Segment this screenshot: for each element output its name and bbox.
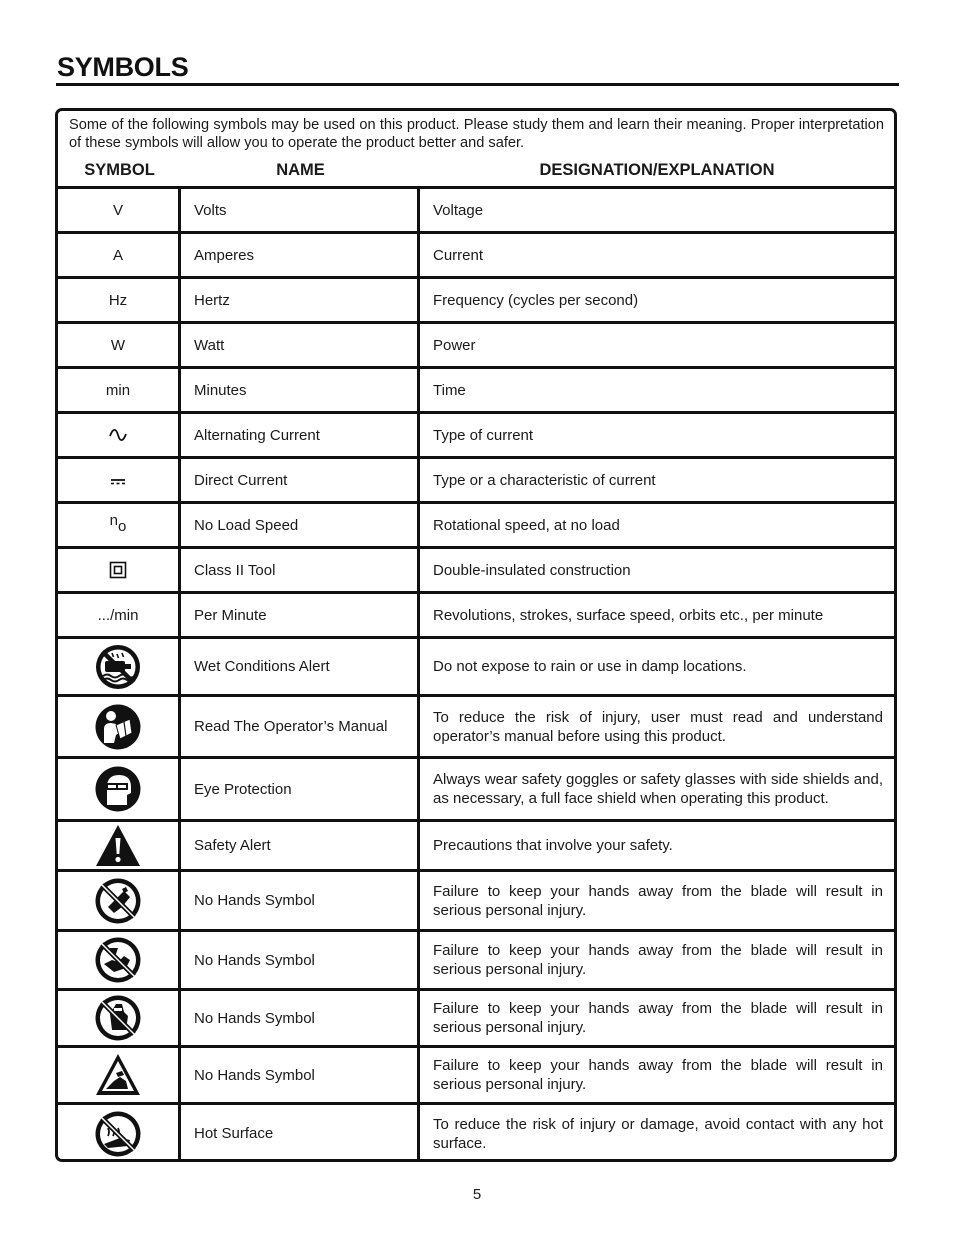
symbol-text: .../min xyxy=(97,606,139,624)
symbol-text: Hz xyxy=(108,291,128,309)
no-hands-triangle-icon xyxy=(94,1051,142,1099)
title-rule xyxy=(56,83,899,86)
safety-alert-icon xyxy=(94,822,142,870)
table-row xyxy=(58,869,894,929)
symbol-text: V xyxy=(112,201,123,219)
name-cell: Class II Tool xyxy=(181,549,420,591)
symbol-cell xyxy=(58,234,181,276)
name-cell: Hertz xyxy=(181,279,420,321)
table-row xyxy=(58,988,894,1045)
table-row xyxy=(58,1102,894,1162)
symbol-cell xyxy=(58,759,181,819)
symbol-text: min xyxy=(105,381,131,399)
symbol-cell xyxy=(58,1048,181,1102)
name-cell: Wet Conditions Alert xyxy=(181,639,420,694)
hot-surface-icon xyxy=(94,1110,142,1158)
name-cell: No Hands Symbol xyxy=(181,1048,420,1102)
explanation-cell: Frequency (cycles per second) xyxy=(433,291,639,309)
symbol-cell xyxy=(58,991,181,1045)
table-row xyxy=(58,456,894,501)
name-cell: Safety Alert xyxy=(181,822,420,869)
explanation-cell: Failure to keep your hands away from the blade will result in serious personal injury. xyxy=(433,942,883,978)
explanation-cell: Precautions that involve your safety. xyxy=(433,837,673,854)
direct-current-icon xyxy=(108,470,128,490)
name-cell: Watt xyxy=(181,324,420,366)
read-manual-icon xyxy=(94,703,142,751)
no-hands-icon xyxy=(94,936,142,984)
alternating-current-icon xyxy=(108,425,128,445)
explanation-cell: Always wear safety goggles or safety glasses with side shields and, as necessary, a full face shield when operating this product. xyxy=(433,771,883,807)
explanation-cell: Voltage xyxy=(433,201,484,219)
symbol-cell xyxy=(58,189,181,231)
symbol-text: W xyxy=(110,336,126,354)
table-row xyxy=(58,501,894,546)
explanation-cell: Current xyxy=(433,246,484,264)
explanation-cell: Failure to keep your hands away from the blade will result in serious personal injury. xyxy=(433,882,883,919)
symbol-cell xyxy=(58,414,181,456)
table-row xyxy=(58,694,894,756)
symbol-cell xyxy=(58,279,181,321)
symbol-cell xyxy=(58,1105,181,1162)
table-row xyxy=(58,276,894,321)
symbol-text: A xyxy=(112,246,123,264)
explanation-cell: Type or a characteristic of current xyxy=(433,471,656,489)
symbol-cell xyxy=(58,639,181,694)
table-row xyxy=(58,546,894,591)
symbol-cell xyxy=(58,872,181,929)
explanation-cell: To reduce the risk of injury or damage, avoid contact with any hot surface. xyxy=(433,1115,883,1152)
name-cell: Amperes xyxy=(181,234,420,276)
table-row xyxy=(58,636,894,694)
table-row xyxy=(58,1045,894,1102)
table-row xyxy=(58,819,894,869)
explanation-cell: Revolutions, strokes, surface speed, orbits etc., per minute xyxy=(433,606,824,624)
table-row xyxy=(58,411,894,456)
no-load-speed-symbol: no xyxy=(109,511,127,535)
name-cell: Eye Protection xyxy=(181,759,420,819)
page-title: SYMBOLS xyxy=(57,52,189,82)
name-cell: No Hands Symbol xyxy=(181,991,420,1045)
symbol-cell xyxy=(58,549,181,591)
class-ii-tool-icon xyxy=(108,560,128,580)
name-cell: Hot Surface xyxy=(181,1105,420,1162)
symbol-cell xyxy=(58,324,181,366)
explanation-cell: Rotational speed, at no load xyxy=(433,516,620,534)
page-number: 5 xyxy=(472,1186,482,1203)
explanation-cell: Type of current xyxy=(433,426,534,444)
table-row xyxy=(58,591,894,636)
explanation-cell: To reduce the risk of injury, user must read and understand operator’s manual before using this product. xyxy=(433,708,883,745)
explanation-cell: Failure to keep your hands away from the blade will result in serious personal injury. xyxy=(433,1057,883,1093)
name-cell: No Hands Symbol xyxy=(181,932,420,988)
table-row xyxy=(58,186,894,231)
name-cell: Volts xyxy=(181,189,420,231)
symbol-cell xyxy=(58,697,181,756)
symbols-table xyxy=(55,108,897,1162)
symbol-cell xyxy=(58,822,181,869)
table-row xyxy=(58,321,894,366)
no-hands-icon xyxy=(94,994,142,1042)
intro-text: Some of the following symbols may be used on this product. Please study them and learn their meaning. Proper interpretation of these symbols will allow you to operate the product better and safer. xyxy=(69,117,884,151)
name-cell: No Load Speed xyxy=(181,504,420,546)
table-row xyxy=(58,366,894,411)
eye-protection-icon xyxy=(94,765,142,813)
name-cell: Per Minute xyxy=(181,594,420,636)
symbol-cell xyxy=(58,932,181,988)
no-hands-icon xyxy=(94,877,142,925)
symbol-cell xyxy=(58,504,181,546)
table-row xyxy=(58,929,894,988)
name-cell: Read The Operator’s Manual xyxy=(181,697,420,756)
header-symbol: SYMBOL xyxy=(84,161,155,179)
header-explanation: DESIGNATION/EXPLANATION xyxy=(539,161,775,179)
explanation-cell: Do not expose to rain or use in damp locations. xyxy=(433,658,747,675)
header-name: NAME xyxy=(276,161,325,179)
symbol-cell xyxy=(58,594,181,636)
name-cell: Direct Current xyxy=(181,459,420,501)
explanation-cell: Time xyxy=(433,381,466,399)
explanation-cell: Failure to keep your hands away from the blade will result in serious personal injury. xyxy=(433,1000,883,1036)
symbol-cell xyxy=(58,369,181,411)
wet-conditions-icon xyxy=(94,643,142,691)
name-cell: Minutes xyxy=(181,369,420,411)
table-row xyxy=(58,231,894,276)
name-cell: No Hands Symbol xyxy=(181,872,420,929)
name-cell: Alternating Current xyxy=(181,414,420,456)
explanation-cell: Double-insulated construction xyxy=(433,561,631,579)
explanation-cell: Power xyxy=(433,336,476,354)
table-row xyxy=(58,756,894,819)
symbol-cell xyxy=(58,459,181,501)
